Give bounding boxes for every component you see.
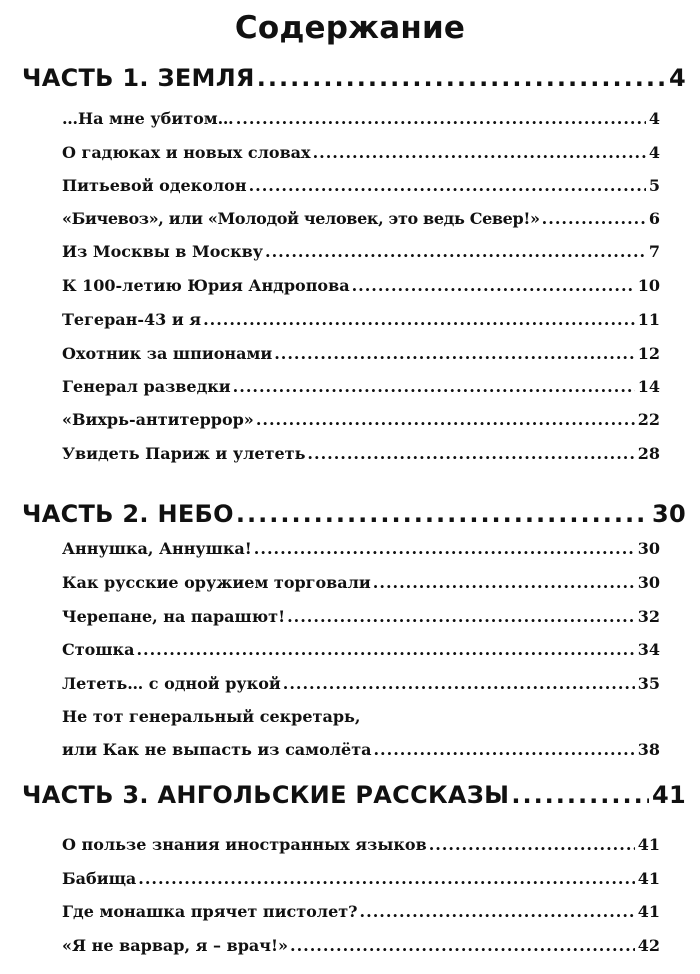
dot-leader (290, 936, 635, 955)
toc-entry (62, 740, 660, 759)
toc-entry (62, 109, 660, 128)
page-number: 10 (637, 276, 660, 295)
entry-title: «Вихрь-антитеррор» (62, 410, 254, 429)
dot-leader (373, 740, 634, 759)
toc-entry (62, 539, 660, 558)
toc-entry (62, 869, 660, 888)
entry-title: Питьевой одеколон (62, 176, 247, 195)
dot-leader (203, 310, 635, 329)
page-number: 7 (648, 242, 660, 261)
entry-title: Из Москвы в Москву (62, 242, 264, 261)
dot-leader (307, 444, 634, 463)
entry-title: или Как не выпасть из самолёта (62, 740, 372, 759)
entry-title: «Бичевоз», или «Молодой человек, это ведь Север!» (62, 209, 540, 228)
toc-entry (62, 143, 660, 162)
entry-title: Увидеть Париж и улететь (62, 444, 306, 463)
entry-title: Черепане, на парашют! (62, 607, 286, 626)
dot-leader (265, 242, 646, 261)
page-number: 30 (637, 539, 660, 558)
toc-entry (62, 573, 660, 592)
page-number: 34 (637, 640, 660, 659)
toc-part-2 (22, 500, 686, 528)
dot-leader (257, 64, 666, 92)
entry-title: Лететь… с одной рукой (62, 674, 281, 693)
toc-entry (62, 344, 660, 363)
page-number: 41 (637, 835, 660, 854)
entry-title: Как русские оружием торговали (62, 573, 371, 592)
page-number: 41 (652, 781, 686, 809)
toc-entry (62, 176, 660, 195)
page-number: 35 (637, 674, 660, 693)
dot-leader (256, 410, 635, 429)
entry-title: О гадюках и новых словах (62, 143, 311, 162)
entry-title: «Я не варвар, я – врач!» (62, 936, 288, 955)
toc-entry (62, 209, 660, 228)
dot-leader (236, 109, 646, 128)
toc-entry (62, 835, 660, 854)
dot-leader (236, 500, 649, 528)
dot-leader (138, 869, 634, 888)
dot-leader (511, 781, 649, 809)
page-number: 30 (637, 573, 660, 592)
page-number: 38 (637, 740, 660, 759)
dot-leader (274, 344, 635, 363)
dot-leader (283, 674, 635, 693)
dot-leader (373, 573, 635, 592)
page-number: 12 (637, 344, 660, 363)
page-number: 14 (637, 377, 660, 396)
page-number: 11 (637, 310, 660, 329)
entry-title: Бабища (62, 869, 137, 888)
page-number: 32 (637, 607, 660, 626)
toc-entry (62, 310, 660, 329)
dot-leader (233, 377, 635, 396)
part-title: ЧАСТЬ 2. НЕБО (22, 500, 234, 528)
page-number: 6 (648, 209, 660, 228)
page-number: 22 (637, 410, 660, 429)
page-number: 28 (637, 444, 660, 463)
dot-leader (360, 902, 635, 921)
toc-entry (62, 377, 660, 396)
dot-leader (313, 143, 646, 162)
toc-entry (62, 410, 660, 429)
toc-entry (62, 674, 660, 693)
page-number: 5 (648, 176, 660, 195)
toc-part-1 (22, 64, 686, 92)
toc-entry (62, 276, 660, 295)
entry-title: Генерал разведки (62, 377, 231, 396)
toc-part-3 (22, 781, 686, 809)
dot-leader (287, 607, 635, 626)
page-number: 4 (648, 143, 660, 162)
page-number: 42 (637, 936, 660, 955)
part-title: ЧАСТЬ 1. ЗЕМЛЯ (22, 64, 255, 92)
entry-title: Где монашка прячет пистолет? (62, 902, 358, 921)
part-title: ЧАСТЬ 3. АНГОЛЬСКИЕ РАССКАЗЫ (22, 781, 510, 809)
entry-title: Охотник за шпионами (62, 344, 273, 363)
toc-entry (62, 607, 660, 626)
entry-title: Аннушка, Аннушка! (62, 539, 252, 558)
dot-leader (542, 209, 646, 228)
dot-leader (254, 539, 635, 558)
toc-entry (62, 936, 660, 955)
entry-title: О пользе знания иностранных языков (62, 835, 427, 854)
toc-entry (62, 242, 660, 261)
toc-entry (62, 640, 660, 659)
page-number: 4 (648, 109, 660, 128)
entry-title: К 100-летию Юрия Андропова (62, 276, 350, 295)
dot-leader (136, 640, 634, 659)
dot-leader (352, 276, 635, 295)
page-number: 30 (652, 500, 686, 528)
page-number: 41 (637, 902, 660, 921)
dot-leader (429, 835, 635, 854)
page-number: 4 (669, 64, 686, 92)
entry-title: …На мне убитом… (62, 109, 234, 128)
dot-leader (249, 176, 646, 195)
toc-entry (62, 902, 660, 921)
entry-title: Тегеран-43 и я (62, 310, 202, 329)
page-number: 41 (637, 869, 660, 888)
entry-title: Стошка (62, 640, 135, 659)
entry-title-line-1: Не тот генеральный секретарь, (62, 707, 361, 726)
page-title: Содержание (234, 10, 466, 46)
toc-entry (62, 444, 660, 463)
